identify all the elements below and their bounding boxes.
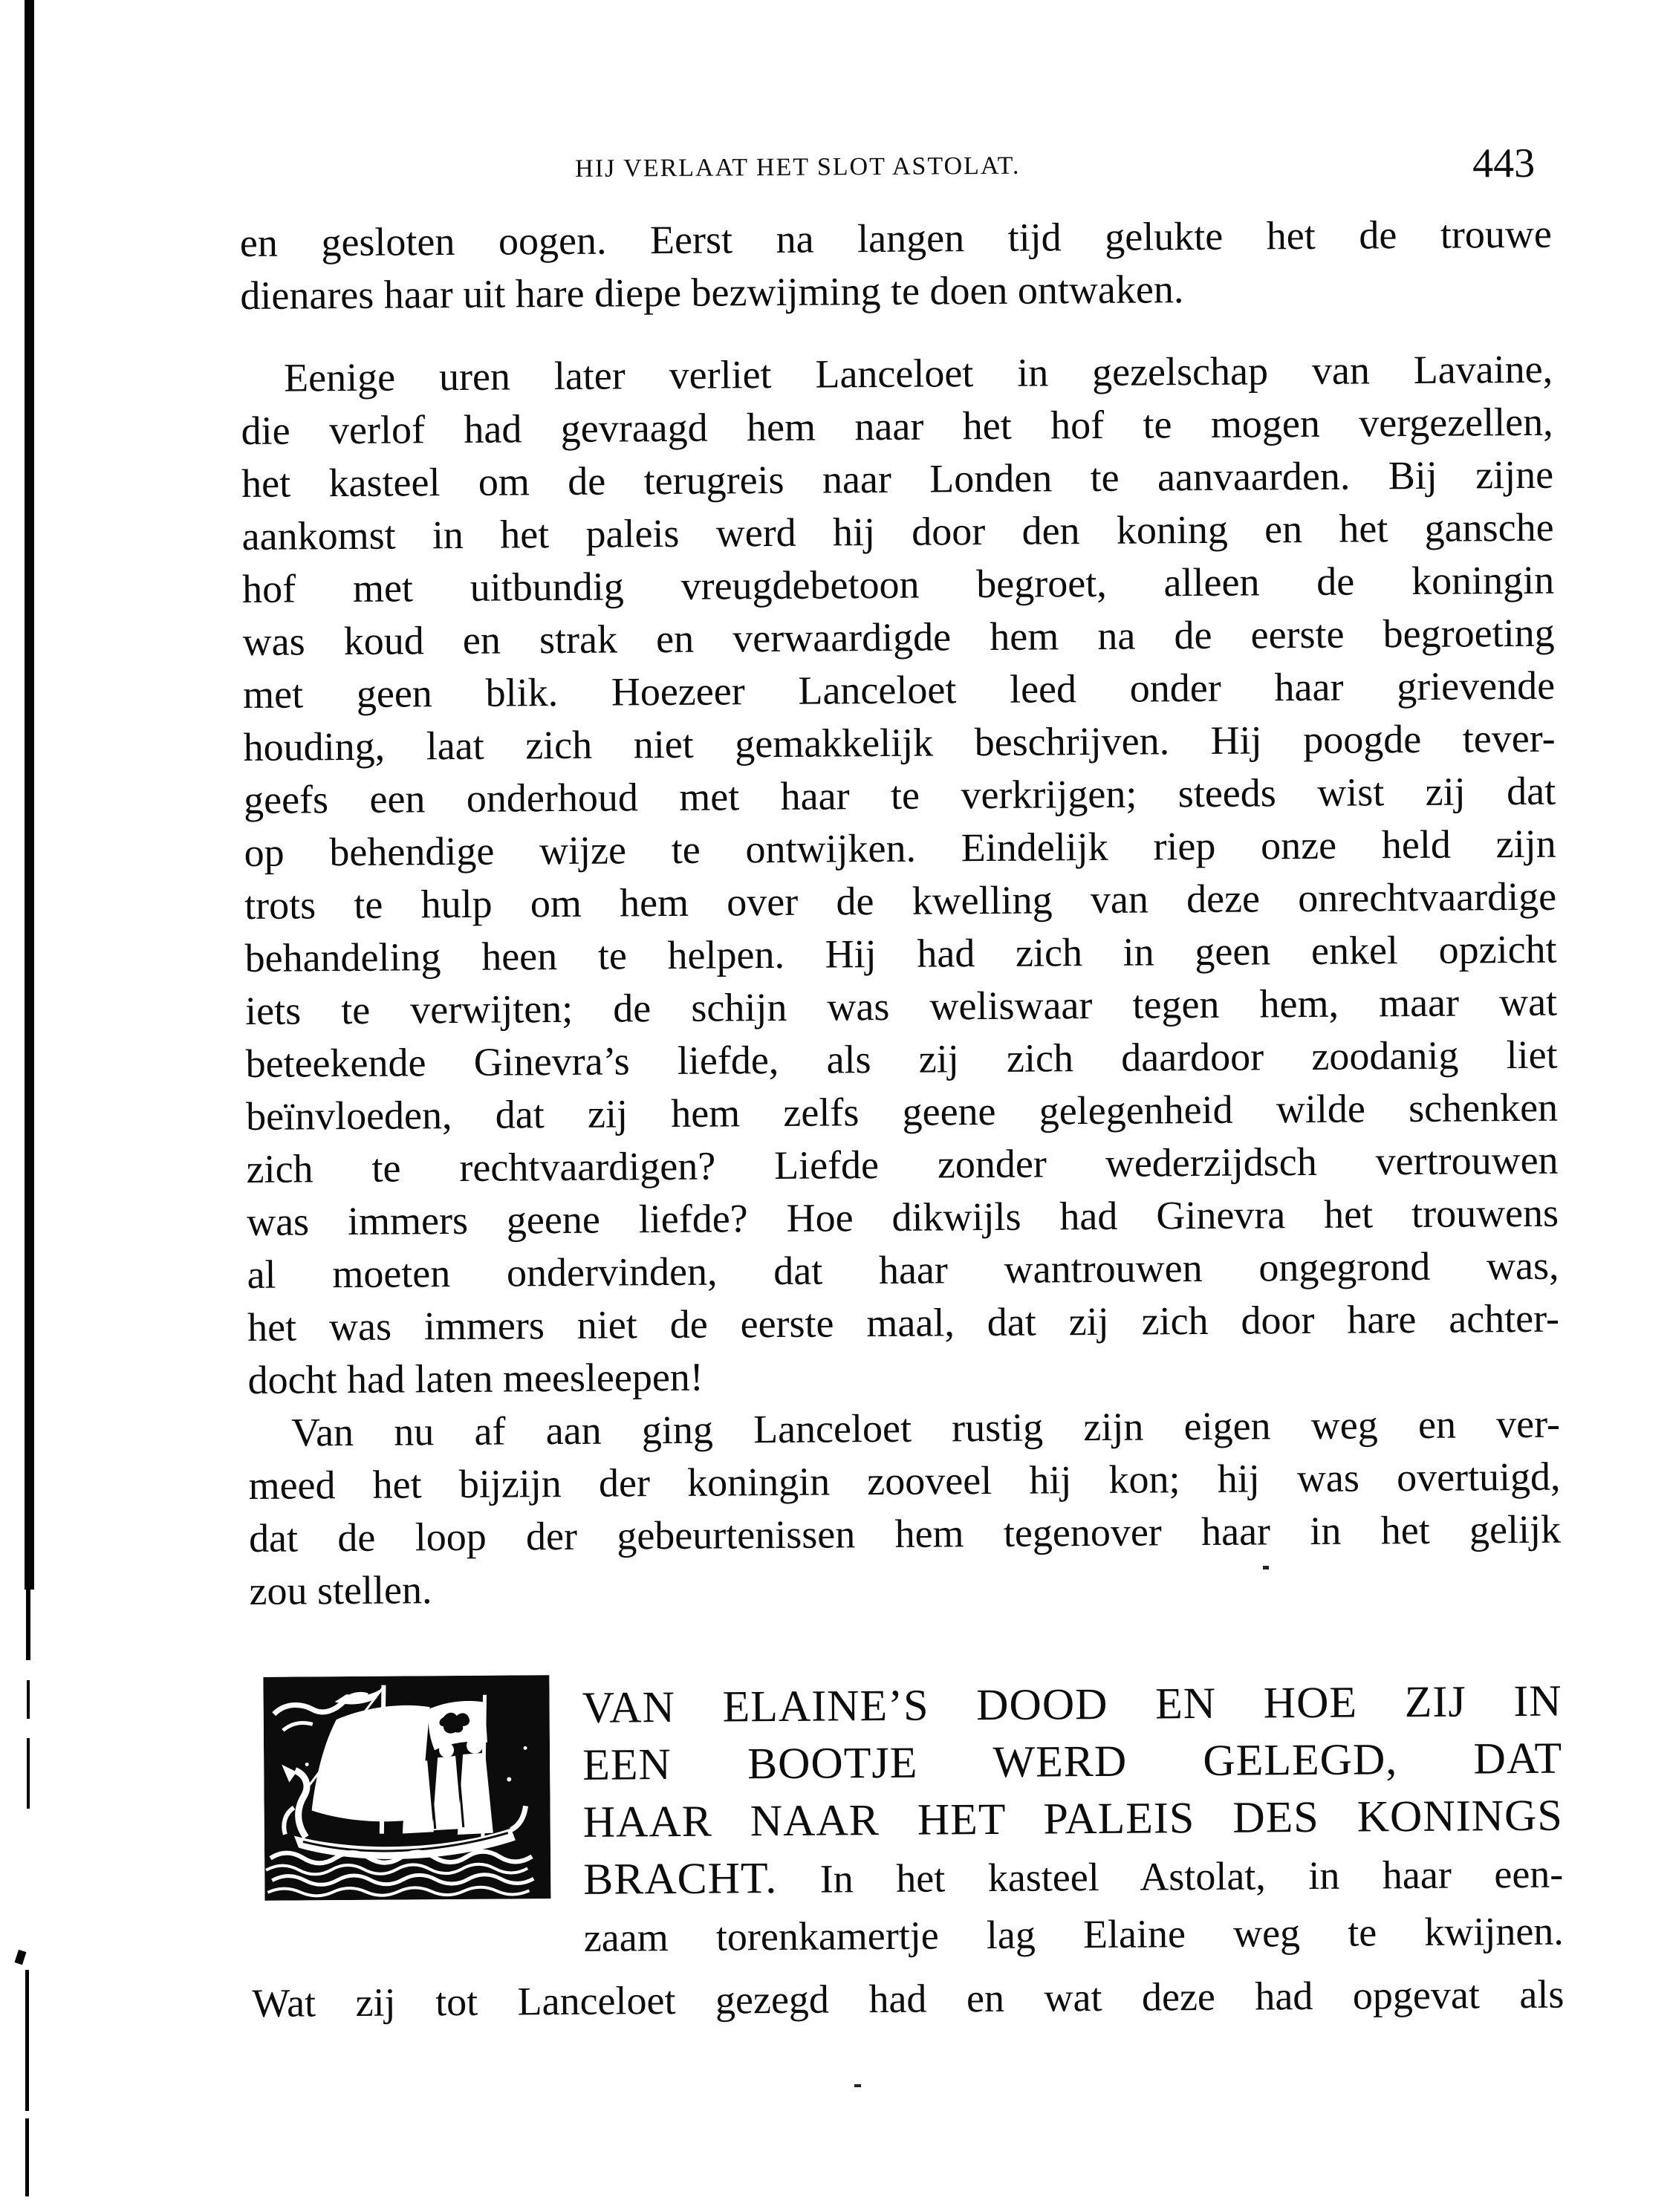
binding-dash [27, 1738, 30, 1809]
text-line: zich te rechtvaardigen? Liefde zonder wederzijdsch vertrouwen [246, 1137, 1559, 1191]
text-line: beteekende Ginevra’s liefde, als zij zich daardoor zoodanig liet [245, 1032, 1558, 1086]
text-line: beïnvloeden, dat zij hem zelfs geene gelegenheid wilde schenken [245, 1084, 1559, 1139]
binding-dash [27, 1680, 30, 1719]
text-line: zou stellen. [249, 1567, 432, 1613]
text-line: dienares haar uit hare diepe bezwijming te doen ontwaken. [240, 267, 1184, 318]
chapter-heading-line: HAAR NAAR HET PALEIS DES KONINGS [582, 1790, 1563, 1847]
sky-speck [524, 1746, 527, 1750]
text-line: was koud en strak en verwaardigde hem na de eerste begroeting [242, 610, 1555, 664]
chapter-row [250, 1650, 1564, 1969]
text-line: geefs een onderhoud met haar te verkrijgen; steeds wist zij dat [243, 768, 1556, 822]
binding-dash [25, 2118, 29, 2196]
text-line: zaam torenkamertje lag Elaine weg te kwijnen. [583, 1908, 1565, 1960]
paragraph [248, 1398, 1562, 1618]
text-line: dat de loop der gebeurtenissen hem tegenover haar in het gelijk [248, 1506, 1562, 1561]
text-line: behandeling heen te helpen. Hij had zich in geen enkel opzicht [244, 926, 1557, 980]
sky-speck [507, 1777, 511, 1781]
paragraph [241, 343, 1560, 1407]
chapter-heading-mixed-line [583, 1844, 1564, 1910]
text-line: meed het bijzijn der koningin zooveel hij kon; hij was overtuigd, [248, 1454, 1561, 1508]
binding-bar [25, 0, 34, 1590]
figure-head [467, 1737, 483, 1754]
binding-dash [26, 1590, 30, 1660]
text-line: Eenige uren later verliet Lanceloet in gezelschap van Lavaine, [283, 346, 1553, 400]
binding-dash [25, 1970, 29, 2111]
chapter-heading-line: EEN BOOTJE WERD GELEGD, DAT [582, 1733, 1563, 1789]
text-line: iets te verwijten; de schijn was weliswaar tegen hem, maar wat [244, 979, 1558, 1033]
text-line: aankomst in het paleis werd hij door den koning en het gansche [241, 504, 1554, 559]
page-header [239, 140, 1551, 190]
text-line: hof met uitbundig vreugdebetoon begroet, alleen de koningin [241, 557, 1555, 611]
text-line: het was immers niet de eerste maal, dat zij zich door hare achter- [247, 1295, 1560, 1350]
page-number: 443 [1472, 140, 1536, 187]
text-line: In het kasteel Astolat, in haar een- [819, 1851, 1564, 1902]
text-line: het kasteel om de terugreis naar Londen te aanvaarden. Bij zijne [241, 452, 1554, 506]
text-line: docht had laten meesleepen! [247, 1354, 704, 1402]
figure-head [439, 1743, 454, 1757]
text-line: was immers geene liefde? Hoe dikwijls had Ginevra het trouwens [246, 1190, 1559, 1244]
text-line: trots te hulp om hem over de kwelling van deze onrechtvaardige [244, 874, 1557, 928]
text-line: die verlof had gevraagd hem naar het hof te mogen vergezellen, [241, 399, 1553, 453]
chapter-section [250, 1650, 1564, 2032]
figure-head [409, 1746, 424, 1760]
text-line: en gesloten oogen. Eerst na langen tijd gelukte het de trouwe [239, 211, 1553, 265]
text-line: Van nu af aan ging Lanceloet rustig zijn eigen weg en ver- [290, 1401, 1561, 1455]
scan-speck [854, 2084, 861, 2087]
text-line: al moeten ondervinden, dat haar wantrouwen ongegrond was, [247, 1243, 1559, 1297]
paragraph [240, 208, 1553, 322]
page-content [239, 140, 1565, 2032]
sky-speck [305, 1763, 309, 1766]
chapter-heading-block [582, 1650, 1564, 1967]
text-line: met geen blik. Hoezeer Lanceloet leed onder haar grievende [242, 663, 1556, 717]
running-title: HIJ VERLAAT HET SLOT ASTOLAT. [575, 152, 1021, 183]
boat-woodcut-illustration [263, 1675, 550, 1901]
text-line: houding, laat zich niet gemakkelijk beschrijven. Hij poogde tever- [243, 715, 1556, 770]
chapter-heading-line: VAN ELAINE’S DOOD EN HOE ZIJ IN [582, 1676, 1562, 1732]
binding-mark [14, 1950, 26, 1965]
text-line: op behendige wijze te ontwijken. Eindelijk riep onze held zijn [244, 821, 1556, 875]
text-line: Wat zij tot Lanceloet gezegd had en wat deze had opgevat als [252, 1971, 1565, 2026]
chapter-heading-tail: BRACHT. [583, 1853, 778, 1904]
